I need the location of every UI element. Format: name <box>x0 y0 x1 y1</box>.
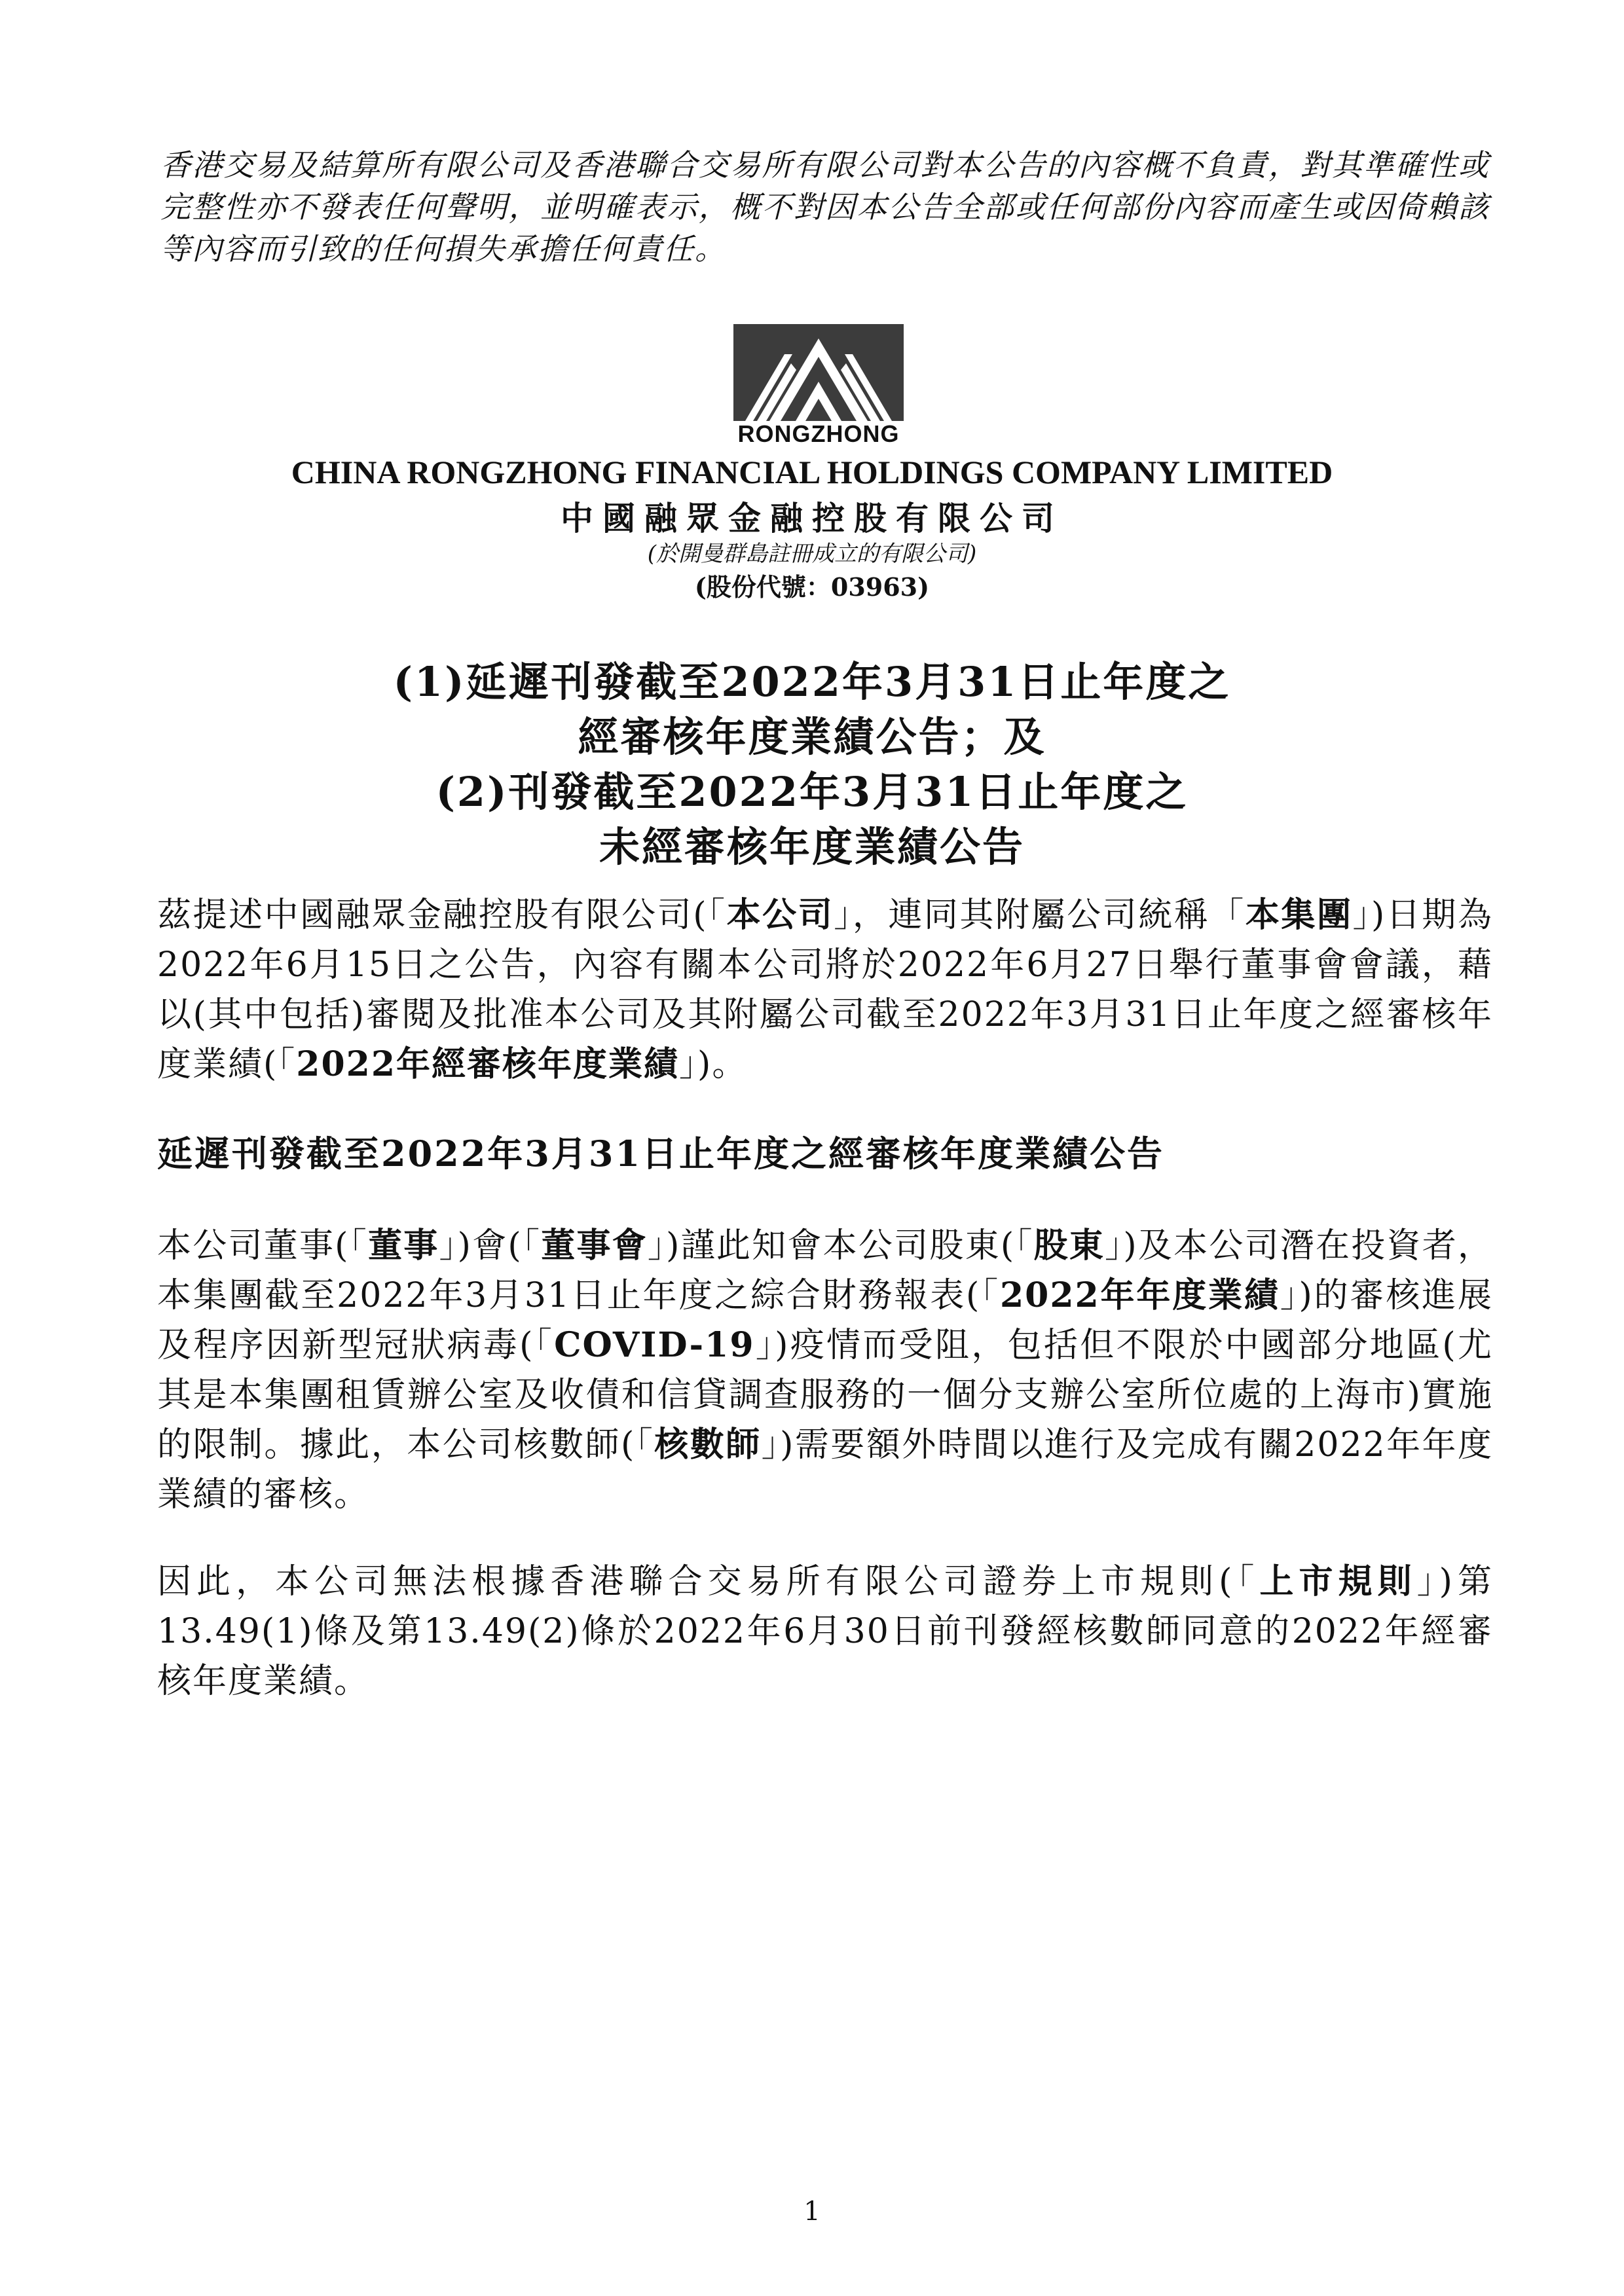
text-run: 因此，本公司無法根據香港聯合交易所有限公司證券上市規則(「 <box>157 1562 1260 1601</box>
defined-term: 2022年經審核年度業績 <box>296 1044 680 1084</box>
defined-term: 董事會 <box>541 1226 648 1266</box>
company-name-english: CHINA RONGZHONG FINANCIAL HOLDINGS COMPANY LIMITED <box>291 454 1333 490</box>
paragraph-listing-rules <box>157 1557 1493 1706</box>
paragraph-reference <box>157 890 1493 1089</box>
text-run: 」)需要額外時間以進行及完成有關2022年年度業績的審核。 <box>157 1425 1493 1514</box>
page-number: 1 <box>803 2196 821 2227</box>
text-run: 」)。 <box>679 1045 748 1084</box>
defined-term: 上市規則 <box>1259 1561 1417 1601</box>
logo-wordmark: RONGZHONG <box>737 420 900 447</box>
rongzhong-logo-icon <box>733 324 904 421</box>
text-run: 」)謹此知會本公司股東(「 <box>647 1226 1034 1266</box>
title-line-3: (2)刊發截至2022年3月31日止年度之 <box>435 768 1189 816</box>
defined-term: 核數師 <box>654 1425 762 1465</box>
section-heading: 延遲刊發截至2022年3月31日止年度之經審核年度業績公告 <box>157 1133 1165 1175</box>
text-run: 」)及本公司潛在投資者，本集團截至2022年3月31日止年度之綜合財務報表(「 <box>157 1226 1493 1315</box>
text-run: 」)的審核進展及程序因新型冠狀病毒(「 <box>157 1276 1493 1365</box>
text-run: 」)日期為2022年6月15日之公告，內容有關本公司將於2022年6月27日舉行董事會會議，藉以(其中包括)審閱及批准本公司及其附屬公司截至2022年3月31日止年度之經審核年度業績(「 <box>157 896 1493 1084</box>
announcement-title <box>131 655 1493 875</box>
text-run: 」)會(「 <box>439 1226 542 1266</box>
incorporation-note: (於開曼群島註冊成立的有限公司) <box>647 541 977 567</box>
defined-term: 2022年年度業績 <box>999 1275 1280 1315</box>
text-run: 茲提述中國融眾金融控股有限公司(「 <box>157 896 727 935</box>
title-line-4: 未經審核年度業績公告 <box>599 823 1025 871</box>
title-line-2: 經審核年度業績公告；及 <box>578 713 1046 761</box>
title-line-1: (1)延遲刊發截至2022年3月31日止年度之 <box>393 658 1231 706</box>
defined-term: 本公司 <box>726 895 834 935</box>
defined-term: COVID-19 <box>554 1325 755 1365</box>
text-run: 」)第13.49(1)條及第13.49(2)條於2022年6月30日前刊發經核數師同意的2022年經審核年度業績。 <box>157 1562 1493 1701</box>
text-run: 本公司董事(「 <box>157 1226 368 1266</box>
paragraph-delay <box>157 1221 1493 1520</box>
stock-code: (股份代號：03963) <box>694 572 930 602</box>
company-name-chinese: 中國融眾金融控股有限公司 <box>561 500 1063 538</box>
defined-term: 股東 <box>1033 1226 1105 1266</box>
defined-term: 董事 <box>367 1226 439 1266</box>
defined-term: 本集團 <box>1245 895 1353 935</box>
disclaimer-text: 香港交易及結算所有限公司及香港聯合交易所有限公司對本公告的內容概不負責，對其準確性或完整性亦不發表任何聲明，並明確表示，概不對因本公告全部或任何部份內容而產生或因倚賴該等內容而引致的任何損失承擔任何責任。 <box>160 147 1490 266</box>
text-run: 」)疫情而受阻，包括但不限於中國部分地區(尤其是本集團租賃辦公室及收債和信貸調查服務的一個分支辦公室所位處的上海市)實施的限制。據此，本公司核數師(「 <box>157 1326 1493 1465</box>
text-run: 」，連同其附屬公司統稱「 <box>834 896 1246 935</box>
